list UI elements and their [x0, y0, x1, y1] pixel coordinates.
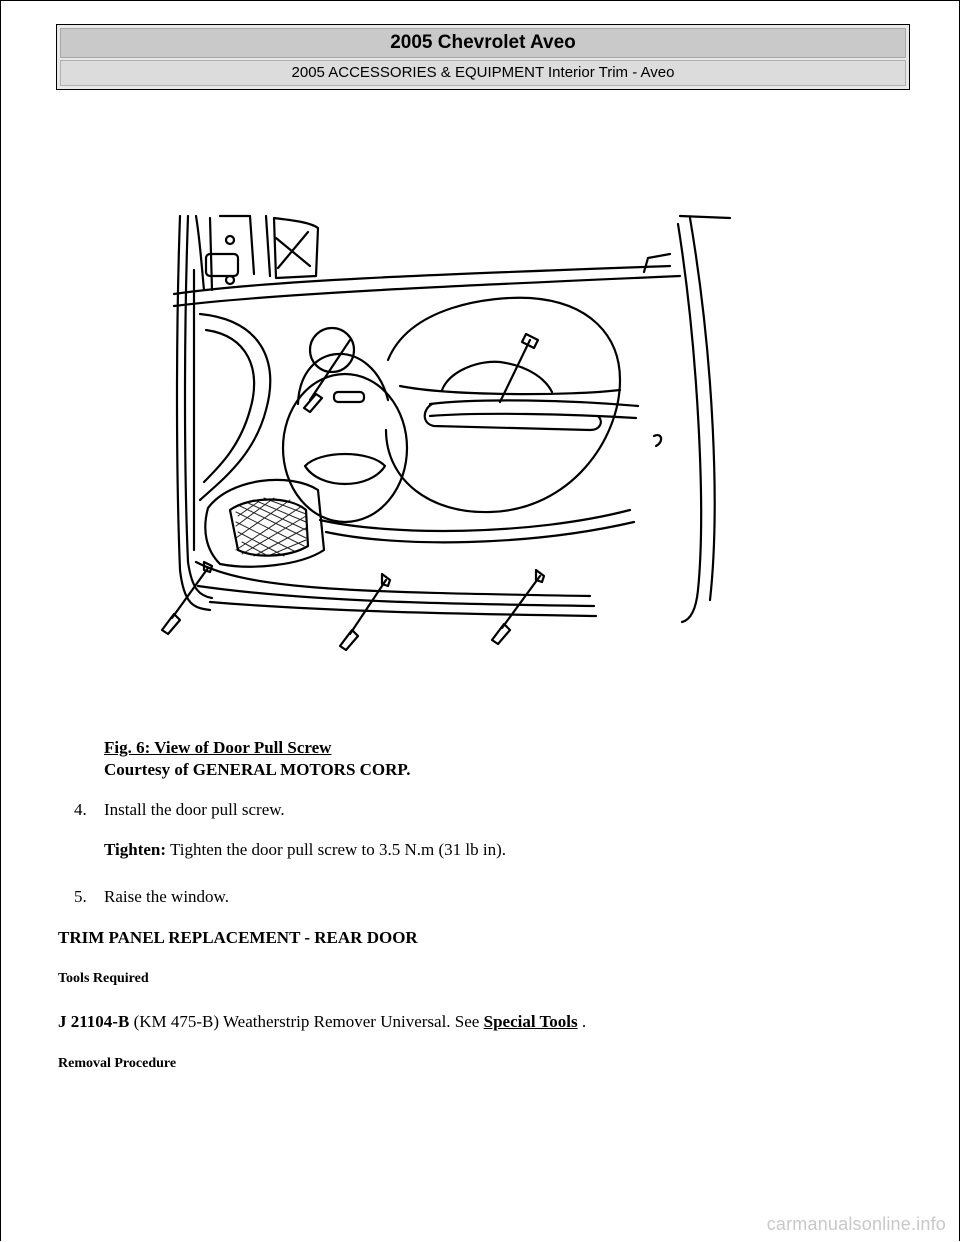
tighten-spec — [104, 840, 506, 860]
tighten-label: Tighten: — [104, 840, 167, 859]
tools-heading: Tools Required — [58, 971, 149, 986]
step-number: 5. — [74, 887, 87, 906]
tool-id: J 21104-B — [58, 1012, 130, 1031]
section-heading: TRIM PANEL REPLACEMENT - REAR DOOR — [58, 928, 418, 947]
header-title: 2005 Chevrolet Aveo — [60, 28, 906, 58]
figure-courtesy: Courtesy of GENERAL MOTORS CORP. — [104, 760, 411, 779]
tool-desc: (KM 475-B) Weatherstrip Remover Universal. See — [133, 1012, 480, 1031]
watermark: carmanualsonline.info — [766, 1214, 946, 1234]
tool-line — [58, 1012, 586, 1032]
step-text: Install the door pull screw. — [104, 800, 285, 819]
tighten-text: Tighten the door pull screw to 3.5 N.m (31 lb in). — [170, 840, 507, 859]
header-subtitle: 2005 ACCESSORIES & EQUIPMENT Interior Trim - Aveo — [60, 60, 906, 86]
figure-caption[interactable]: Fig. 6: View of Door Pull Screw — [104, 738, 332, 757]
door-panel-illustration — [150, 210, 740, 660]
step-text: Raise the window. — [104, 887, 229, 906]
document-header — [56, 24, 910, 90]
removal-heading: Removal Procedure — [58, 1056, 177, 1071]
special-tools-link[interactable]: Special Tools — [483, 1012, 578, 1031]
step-number: 4. — [74, 800, 87, 819]
tool-end: . — [581, 1012, 587, 1031]
